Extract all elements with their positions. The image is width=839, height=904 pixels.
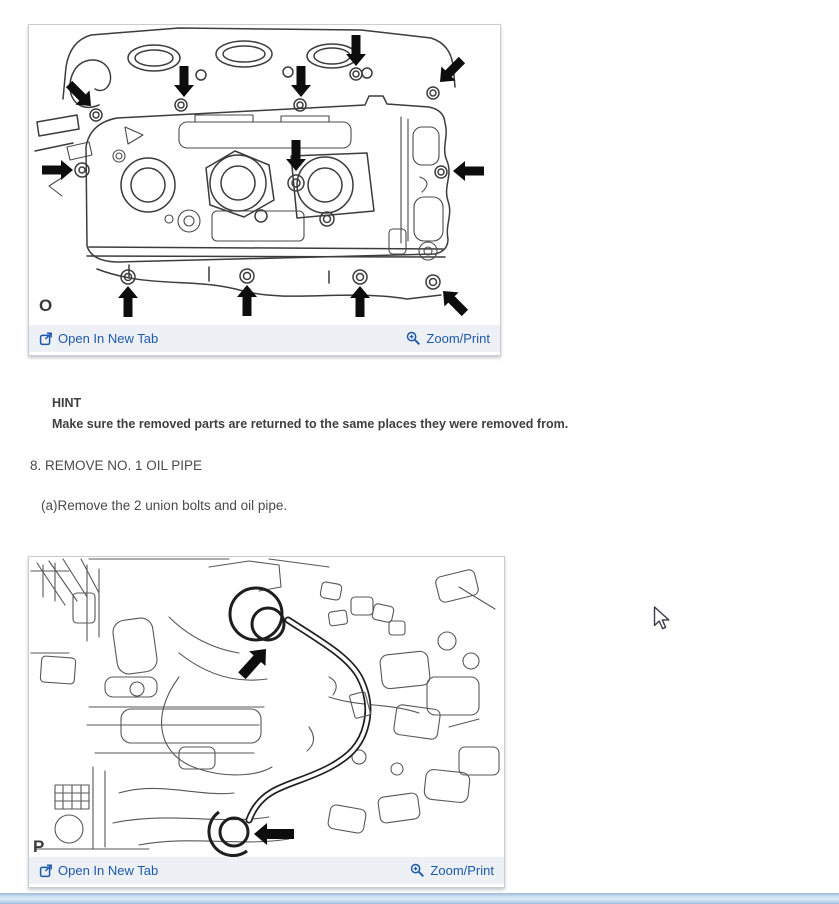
figure1-open-link-label: Open In New Tab: [58, 331, 159, 346]
figure2-image: [29, 557, 504, 857]
figure2-footer-bar: [29, 857, 504, 884]
step-8-heading: 8. REMOVE NO. 1 OIL PIPE: [30, 458, 203, 473]
horizontal-scrollbar[interactable]: [0, 893, 839, 904]
figure2-open-in-new-tab-link[interactable]: [39, 863, 158, 878]
zoom-in-icon: [406, 331, 421, 346]
figure1-footer-bar: [29, 325, 500, 352]
figure2-zoom-link-label: Zoom/Print: [430, 863, 494, 878]
cylinder-head-outline: [35, 28, 455, 151]
zoom-in-icon: [410, 863, 425, 878]
engine-background-lines: [31, 559, 499, 849]
open-in-new-tab-icon: [39, 864, 53, 878]
figure1-image: [29, 25, 500, 325]
hint-title: HINT: [52, 396, 82, 410]
figure1-open-in-new-tab-link[interactable]: [39, 331, 158, 346]
figure1-zoom-print-link[interactable]: [406, 331, 490, 346]
engine-cover-drawing: [29, 25, 500, 325]
hint-body: Make sure the removed parts are returned to the same places they were removed from.: [52, 417, 569, 431]
oil-pipe-drawing: [29, 557, 504, 857]
figure2-open-link-label: Open In New Tab: [58, 863, 159, 878]
coil-tube-holes: [121, 151, 374, 226]
oil-pipe: [209, 588, 371, 856]
figure1-zoom-link-label: Zoom/Print: [426, 331, 490, 346]
figure2-card: [28, 556, 505, 888]
step-8a-text: (a)Remove the 2 union bolts and oil pipe.: [41, 498, 288, 513]
bolt-arrows: [42, 35, 484, 320]
open-in-new-tab-icon: [39, 332, 53, 346]
figure2-plate-letter: P: [33, 837, 45, 856]
figure1-card: [28, 24, 501, 356]
mouse-cursor: [653, 606, 673, 630]
cover-details: [49, 115, 443, 260]
figure2-zoom-print-link[interactable]: [410, 863, 494, 878]
figure1-plate-letter: O: [39, 296, 53, 315]
valve-cover-outline: [86, 96, 450, 299]
